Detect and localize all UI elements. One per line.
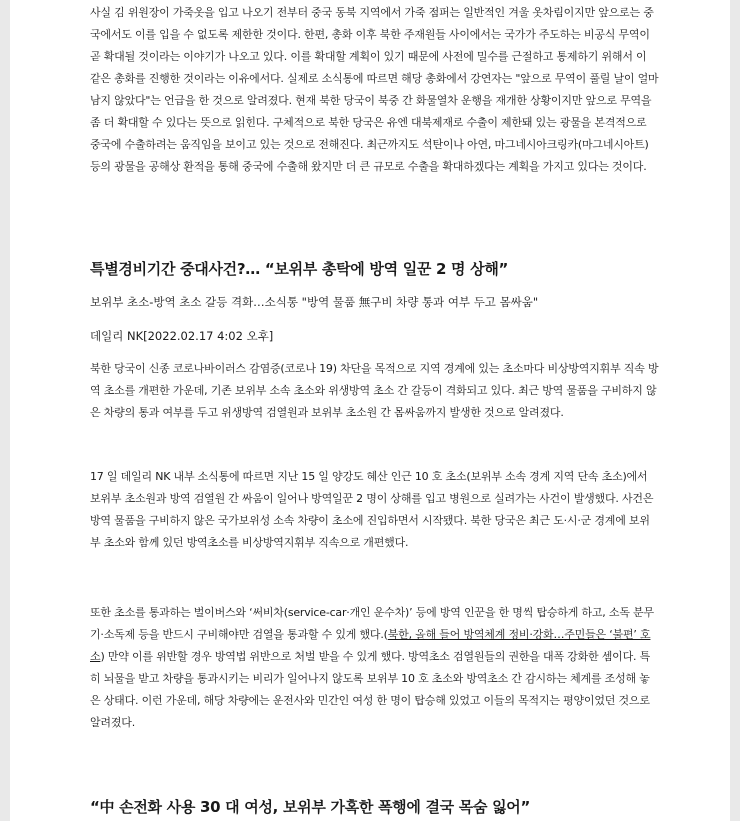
article2-paragraph-3 xyxy=(90,602,660,734)
article2-paragraph-2: 17 일 데일리 NK 내부 소식통에 따르면 지난 15 일 양강도 혜산 인근 10 호 초소(보위부 소속 경계 지역 단속 초소)에서 보위부 초소원과 방역 검열원 간 싸움이 일어나 방역일꾼 2 명이 상해를 입고 병원으로 실려가는 사건이 발생했다. 사건은 방역 물품을 구비하지 않은 국가보위성 소속 차량이 초소에 진입하면서 시작됐다. 북한 당국은 최근 도·시·군 경계에 보위부 초소와 함께 있던 방역초소를 비상방역지휘부 직속으로 개편했다. xyxy=(90,470,654,549)
article1-paragraph: 사실 김 위원장이 가죽옷을 입고 나오기 전부터 중국 동북 지역에서 가죽 점퍼는 일반적인 겨울 옷차림이지만 앞으로는 중국에서도 이를 입을 수 없도록 제한한 것이다. 한편, 총화 이후 북한 주재원들 사이에서는 국가가 주도하는 비공식 무역이 곧 확대될 것이라는 이야기가 나오고 있다. 이를 확대할 계획이 있기 때문에 사전에 밀수를 근절하고 통제하기 위해서 이 같은 총화를 진행한 것이라는 이유에서다. 실제로 소식통에 따르면 해당 총화에서 강연자는 "앞으로 무역이 풀릴 날이 얼마 남지 않았다"는 언급을 한 것으로 알려졌다. 현재 북한 당국이 북중 간 화물열차 운행을 재개한 상황이지만 앞으로 무역을 좀 더 확대할 수 있다는 뜻으로 읽힌다. 구체적으로 북한 당국은 유엔 대북제재로 수출이 제한돼 있는 광물을 본격적으로 중국에 수출하려는 움직임을 보이고 있는 것으로 전해진다. 최근까지도 석탄이나 아연, 마그네시아크링카(마그네시아트) 등의 광물을 공해상 환적을 통해 중국에 수출해 왔지만 더 큰 규모로 수출을 확대하겠다는 계획을 가지고 있다는 것이다. xyxy=(90,6,659,173)
related-article-link[interactable]: 북한, 올해 들어 방역체계 정비·강화…주민들은 ‘불편’ 호소 xyxy=(90,628,651,663)
paragraph-3-text-before: 또한 초소를 통과하는 벌이버스와 ‘써비차(service-car·개인 운수차)’ 등에 방역 인꾼을 한 명씩 탑승하게 하고, 소독 분무기·소독제 등을 반드시 구비해야만 검열을 통과할 수 있게 했다.( xyxy=(90,606,654,641)
article2-headline: 특별경비기간 중대사건?… “보위부 총탁에 방역 일꾼 2 명 상해” xyxy=(90,260,509,278)
article2-subheadline: 보위부 초소-방역 초소 갈등 격화…소식통 "방역 물품 無구비 차량 통과 여부 두고 몸싸움" xyxy=(90,295,539,309)
article2-byline: 데일리 NK[2022.02.17 4:02 오후] xyxy=(90,329,274,343)
article2-paragraph-1: 북한 당국이 신종 코로나바이러스 감염증(코로나 19) 차단을 목적으로 지역 경계에 있는 초소마다 비상방역지휘부 직속 방역 초소를 개편한 가운데, 기존 보위부 소속 초소와 위생방역 초소 간 갈등이 격화되고 있다. 최근 방역 물품을 구비하지 않은 차량의 통과 여부를 두고 위생방역 검열원과 보위부 초소원 간 몸싸움까지 발생한 것으로 알려졌다. xyxy=(90,362,659,419)
article3-headline: “中 손전화 사용 30 대 여성, 보위부 가혹한 폭행에 결국 목숨 잃어” xyxy=(90,798,531,816)
document-page xyxy=(10,0,730,821)
paragraph-3-text-after: ) 만약 이를 위반할 경우 방역법 위반으로 처벌 받을 수 있게 했다. 방역초소 검열원들의 권한을 대폭 강화한 셈이다. 특히 뇌물을 받고 차량을 통과시키는 비리가 일어나지 않도록 보위부 10 호 초소와 방역초소 간 감시하는 체계를 조성해 놓은 상태다. 이런 가운데, 해당 차량에는 운전사와 민간인 여성 한 명이 탑승해 있었고 이들의 목적지는 평양이었던 것으로 알려졌다. xyxy=(90,650,651,729)
